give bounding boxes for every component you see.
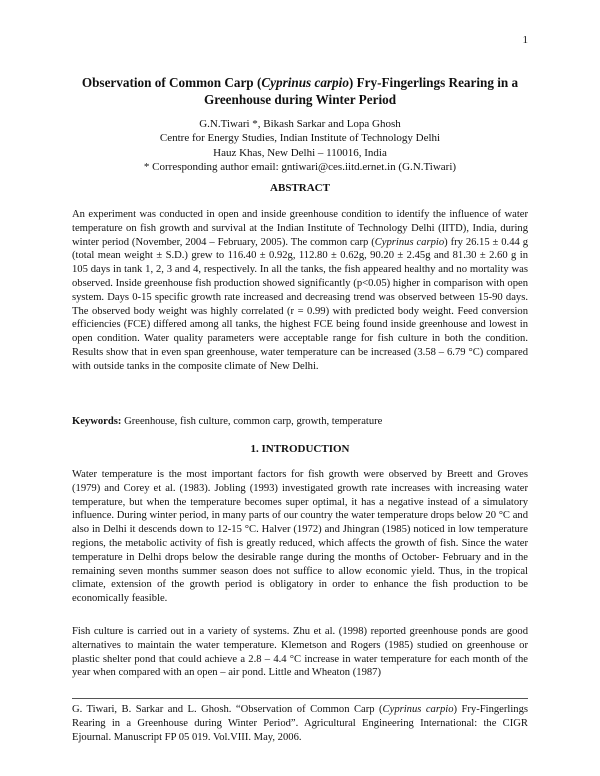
abstract-text-part-2: ) fry 26.15 ± 0.44 g (total mean weight ± S.D.) grew to 116.40 ± 0.92g, 112.80 ± 0.62g, 90.20 ± 2.45g and 81.30 ± 2.60 g in 105 days in tank 1, 2, 3 and 4, respectively. In all the tanks, the fish appeared healthy and no mortality was observed. Inside greenhouse fish production showed significantly (p<0.05) higher in comparison with open system. Days 0-15 specific growth rate increased and decreasing trend was observed between 15-90 days. The observed body weight was highly correlated (r = 0.99) with predicted body weight. Feed conversion efficiencies (FCE) differed among all tanks, the highest FCE being found inside greenhouse and lowest in open condition. Water quality parameters were acceptable range for fish culture in both the condition. Results show that in even span greenhouse, water temperature can be increased (3.58 – 6.79 °C) compared with outside tanks in the composite climate of New Delhi.	[72, 236, 528, 372]
introduction-heading: 1. INTRODUCTION	[250, 443, 350, 455]
paper-title	[72, 74, 528, 108]
citation-text-part-1: G. Tiwari, B. Sarkar and L. Ghosh. “Observation of Common Carp (	[72, 704, 383, 715]
introduction-paragraph-2: Fish culture is carried out in a variety of systems. Zhu et al. (1998) reported greenhouse ponds are good alternatives to maintain the water temperature. Klemetson and Rogers (1985) studied on greenhouse or plastic shelter pond that could achieve a 2.8 – 4.4 °C increase in water temperature for each month of the year when compared with an open – air pond. Little and Wheaton (1987)	[72, 626, 528, 679]
citation-text-part-2: ) Fry-Fingerlings Rearing in a Greenhouse during Winter Period”. Agricultural Engineering International: the CIGR Ejournal. Manuscript FP 05 019. Vol.VIII. May, 2006.	[72, 704, 529, 743]
author-block	[72, 117, 528, 175]
citation-species-name: Cyprinus carpio	[382, 704, 454, 715]
author-email: * Corresponding author email: gntiwari@ces.iitd.ernet.in (G.N.Tiwari)	[143, 161, 457, 174]
author-address: Hauz Khas, New Delhi – 110016, India	[213, 146, 387, 159]
introduction-paragraph-1: Water temperature is the most important factors for fish growth were observed by Breett and Groves (1979) and Corey et al. (1983). Jobling (1993) investigated growth rate increases with increasing water temperature, but when the temperature becomes super optimal, it has a negative instead of a simulatory influence. During winter period, in many parts of our country the water temperature drops below 20 °C and also in Delhi it descends down to 12-15 °C. Halver (1972) and Jhingran (1985) noticed in low temperature regions, the metabolic activity of fish is greatly reduced, which affects the growth of fish. Since the water temperature in Delhi drops below the desirable range during the months of October- February and in the remaining seven months summer season does not suffice to allow economic yield. Thus, in the tropical climate, extension of the growth period is obligatory in order to enhance the fish production to be economically feasible.	[72, 469, 528, 605]
page-number: 1	[522, 34, 528, 46]
author-affiliation: Centre for Energy Studies, Indian Institute of Technology Delhi	[159, 132, 441, 145]
keywords	[72, 415, 528, 429]
abstract-heading: ABSTRACT	[270, 182, 330, 194]
citation-footer	[72, 703, 528, 744]
title-text-start: Observation of Common Carp (	[81, 75, 262, 90]
abstract-species-name: Cyprinus carpio	[374, 236, 445, 248]
title-species-name: Cyprinus carpio	[261, 75, 349, 90]
footer-divider	[72, 698, 528, 699]
keywords-label: Keywords:	[72, 416, 122, 427]
keywords-text: Greenhouse, fish culture, common carp, growth, temperature	[121, 416, 383, 427]
abstract-text	[72, 208, 528, 374]
abstract-text-part-1: An experiment was conducted in open and inside greenhouse condition to identify the influence of water temperature on fish growth and survival at the Indian Institute of Technology Delhi (IITD), India, during winter period (November, 2004 – February, 2005). The common carp (	[72, 209, 528, 248]
author-names: G.N.Tiwari *, Bikash Sarkar and Lopa Ghosh	[199, 118, 401, 130]
title-text-end: ) Fry-Fingerlings Rearing in a Greenhouse during Winter Period	[203, 75, 519, 107]
